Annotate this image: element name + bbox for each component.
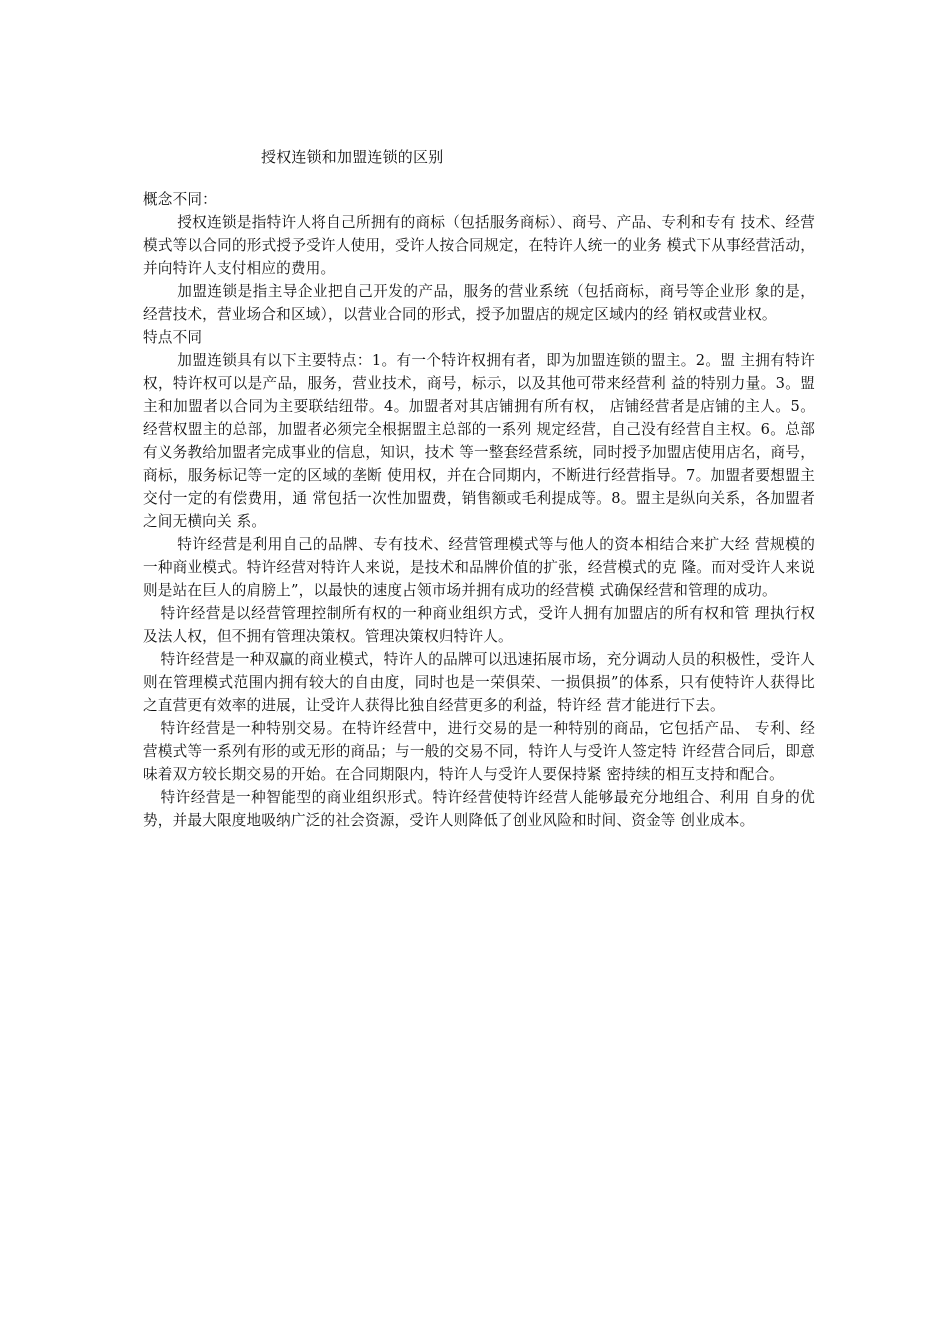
document-title: 授权连锁和加盟连锁的区别 [261,148,444,166]
paragraph-ownership-control: 特许经营是以经营管理控制所有权的一种商业组织方式，受许人拥有加盟店的所有权和管 理执行权及法人权，但不拥有管理决策权。管理决策权归特许人。 [143,605,815,645]
section-features [143,326,815,602]
section-concept [143,188,815,326]
paragraph-franchise-chain-definition: 加盟连锁是指主导企业把自己开发的产品，服务的营业系统（包括商标，商号等企业形 象的是，经营技术，营业场合和区域），以营业合同的形式，授予加盟店的规定区域内的经 销权或营业权。 [143,283,815,323]
section-heading-features: 特点不同 [143,329,203,346]
paragraph-special-transaction: 特许经营是一种特别交易。在特许经营中，进行交易的是一种特别的商品，它包括产品、 专利、经营模式等一系列有形的或无形的商品；与一般的交易不同，特许人与受许人签定特 许经营合同后，即意味着双方较长期交易的开始。在合同期限内，特许人与受许人要保持紧 密持续的相互支持和配合。 [143,720,815,783]
document-body [143,146,815,832]
paragraph-win-win-model: 特许经营是一种双赢的商业模式，特许人的品牌可以迅速拓展市场，充分调动人员的积极性，受许人则在管理模式范围内拥有较大的自由度，同时也是一荣俱荣、一损俱损”的体系，只有使特许人获得比之直营更有效率的进展，让受许人获得比独自经营更多的利益，特许经 营才能进行下去。 [143,651,815,714]
paragraph-intelligent-organization: 特许经营是一种智能型的商业组织形式。特许经营使特许经营人能够最充分地组合、利用 自身的优势，并最大限度地吸纳广泛的社会资源，受许人则降低了创业风险和时间、资金等 创业成本。 [143,789,815,829]
section-franchise-characteristics [143,602,815,832]
section-heading-concept: 概念不同： [143,191,217,208]
paragraph-franchise-business-model: 特许经营是利用自己的品牌、专有技术、经营管理模式等与他人的资本相结合来扩大经 营规模的一种商业模式。特许经营对特许人来说，是技术和品牌价值的扩张，经营模式的克 隆。而对受许人来说则是站在巨人的肩膀上”，以最快的速度占领市场并拥有成功的经营模 式确保经营和管理的成功。 [143,536,815,599]
paragraph-franchise-features-list: 加盟连锁具有以下主要特点：1。有一个特许权拥有者，即为加盟连锁的盟主。2。盟 主拥有特许权，特许权可以是产品，服务，营业技术，商号，标示，以及其他可带来经营利 益的特别力量。3。盟主和加盟者以合同为主要联结纽带。4。加盟者对其店铺拥有所有权， 店铺经营者是店铺的主人。5。经营权盟主的总部，加盟者必须完全根据盟主总部的一系列 规定经营，自己没有经营自主权。6。总部有义务教给加盟者完成事业的信息，知识，技术 等一整套经营系统，同时授予加盟店使用店名，商号，商标，服务标记等一定的区域的垄断 使用权，并在合同期内，不断进行经营指导。7。加盟者要想盟主交付一定的有偿费用，通 常包括一次性加盟费，销售额或毛利提成等。8。盟主是纵向关系，各加盟者之间无横向关 系。 [143,352,815,530]
paragraph-authorized-chain-definition: 授权连锁是指特许人将自己所拥有的商标（包括服务商标）、商号、产品、专利和专有 技术、经营模式等以合同的形式授予受许人使用，受许人按合同规定，在特许人统一的业务 模式下从事经营活动，并向特许人支付相应的费用。 [143,214,815,277]
